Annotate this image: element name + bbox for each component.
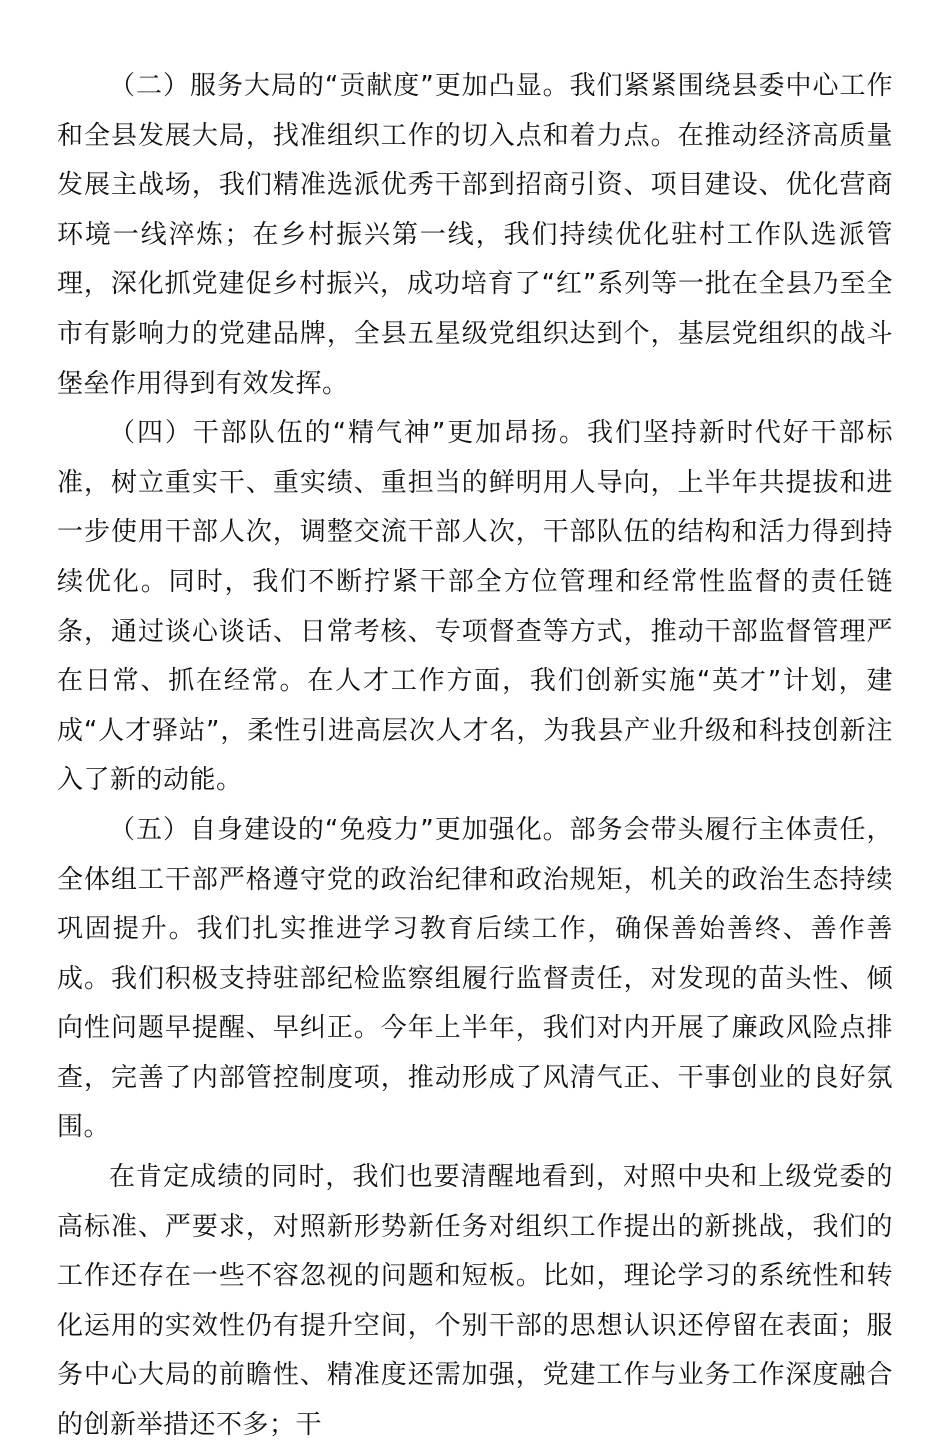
paragraph-self-building: （五）自身建设的“免疫力”更加强化。部务会带头履行主体责任，全体组工干部严格遵守党的政治纪律和政治规矩，机关的政治生态持续巩固提升。我们扎实推进学习教育后续工作，确保善始善终、善作善成。我们积极支持驻部纪检监察组履行监督责任，对发现的苗头性、倾向性问题早提醒、早纠正。今年上半年，我们对内开展了廉政风险点排查，完善了内部管控制度项，推动形成了风清气正、干事创业的良好氛围。 <box>57 814 893 1143</box>
document-body <box>57 62 893 1451</box>
paragraph-cadre-team: （四）干部队伍的“精气神”更加昂扬。我们坚持新时代好干部标准，树立重实干、重实绩、重担当的鲜明用人导向，上半年共提拔和进一步使用干部人次，调整交流干部人次，干部队伍的结构和活力得到持续优化。同时，我们不断拧紧干部全方位管理和经常性监督的责任链条，通过谈心谈话、日常考核、专项督查等方式，推动干部监督管理严在日常、抓在经常。在人才工作方面，我们创新实施“英才”计划，建成“人才驿站”，柔性引进高层次人才名，为我县产业升级和科技创新注入了新的动能。 <box>57 418 893 796</box>
paragraph-service-overall: （二）服务大局的“贡献度”更加凸显。我们紧紧围绕县委中心工作和全县发展大局，找准组织工作的切入点和着力点。在推动经济高质量发展主战场，我们精准选派优秀干部到招商引资、项目建设、优化营商环境一线淬炼；在乡村振兴第一线，我们持续优化驻村工作队选派管理，深化抓党建促乡村振兴，成功培育了“红”系列等一批在全县乃至全市有影响力的党建品牌，全县五星级党组织达到个，基层党组织的战斗堡垒作用得到有效发挥。 <box>57 71 893 399</box>
paragraph-problems: 在肯定成绩的同时，我们也要清醒地看到，对照中央和上级党委的高标准、严要求，对照新形势新任务对组织工作提出的新挑战，我们的工作还存在一些不容忽视的问题和短板。比如，理论学习的系统性和转化运用的实效性仍有提升空间，个别干部的思想认识还停留在表面；服务中心大局的前瞻性、精准度还需加强，党建工作与业务工作深度融合的创新举措还不多；干 <box>57 1162 893 1441</box>
